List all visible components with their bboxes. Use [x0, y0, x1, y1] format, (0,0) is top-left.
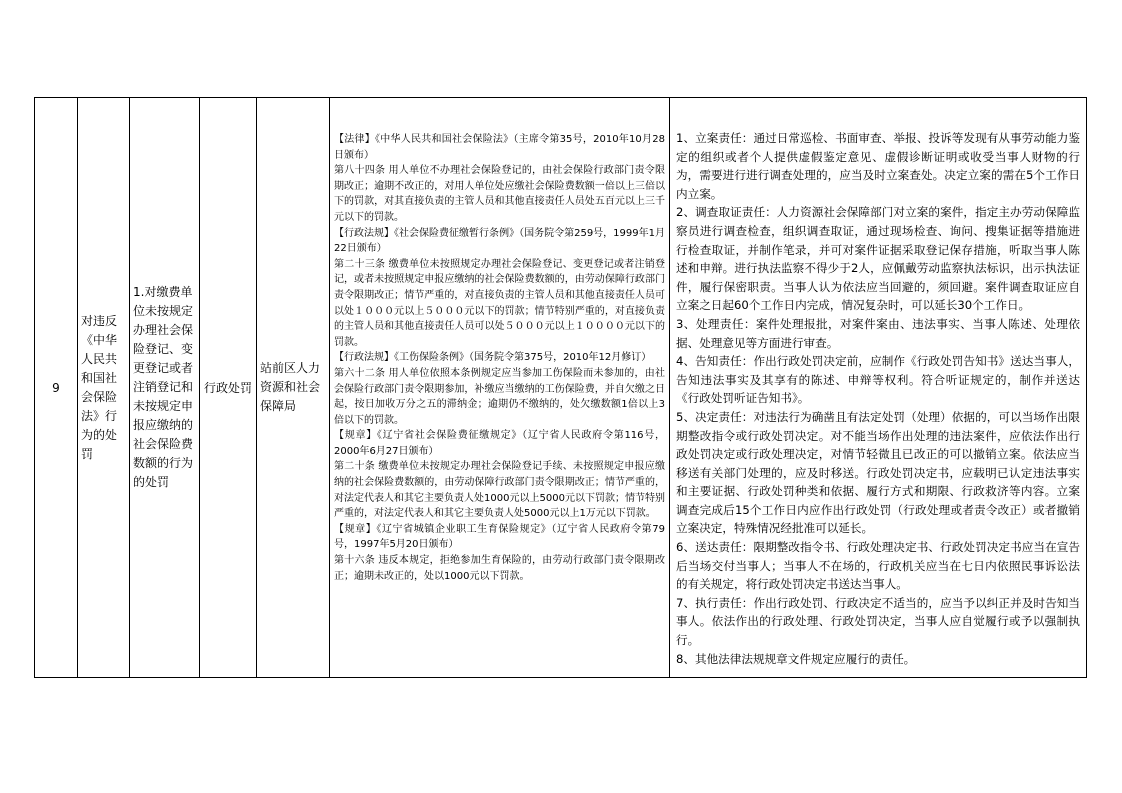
basis-entry: 【法律】《中华人民共和国社会保险法》（主席令第35号，2010年10月28日颁布） [334, 134, 665, 161]
responsibility-item: 3、处理责任：案件处理报批，对案件案由、违法事实、当事人陈述、处理依据、处理意见等方面进行审查。 [676, 316, 1080, 350]
basis-entry: 第二十条 缴费单位未按规定办理社会保险登记手续、未按照规定申报应缴纳的社会保险费数额的，由劳动保障行政部门责令限期改正；情节严重的，对法定代表人和其它主要负责人处1000元以上5000元以下罚款；情节特别严重的，对法定代表人和其它主要负责人处5000元以上1万元以下罚款。 [334, 461, 665, 520]
basis-entry: 第六十二条 用人单位依照本条例规定应当参加工伤保险而未参加的，由社会保险行政部门责令限期参加，补缴应当缴纳的工伤保险费，并自欠缴之日起，按日加收万分之五的滞纳金；逾期仍不缴纳的，处欠缴数额1倍以上3倍以下的罚款。 [334, 367, 665, 426]
basis-entry: 【规章】《辽宁省城镇企业职工生育保险规定》（辽宁省人民政府令第79号，1997年5月20日颁布） [334, 523, 665, 551]
responsibility-item: 7、执行责任：作出行政处罚、行政决定不适当的，应当予以纠正并及时告知当事人。依法作出的行政处理、行政处罚决定，当事人应自觉履行或予以强制执行。 [676, 595, 1080, 648]
responsibility-item: 2、调查取证责任：人力资源社会保障部门对立案的案件，指定主办劳动保障监察员进行调查检查，组织调查取证，通过现场检查、询问、搜集证据等措施进行检查取证，并制作笔录，并可对案件证据采取登记保存措施，听取当事人陈述和申辩。进行执法监察不得少于2人，应佩戴劳动监察执法标识，出示执法证件，履行保密职责。当事人认为依法应当回避的，须回避。案件调查取证应自立案之日起60个工作日内完成，情况复杂时，可以延长30个工作日。 [676, 205, 1080, 313]
basis-entry: 第八十四条 用人单位不办理社会保险登记的，由社会保险行政部门责令限期改正；逾期不改正的，对用人单位处应缴社会保险费数额一倍以上三倍以下的罚款，对其直接负责的主管人员和其他直接责任人员处五百元以上三千元以下的罚款。 [334, 165, 665, 223]
power-type-cell: 行政处罚 [200, 98, 257, 678]
row-number: 9 [35, 98, 78, 678]
basis-entry: 第二十三条 缴费单位未按照规定办理社会保险登记、变更登记或者注销登记，或者未按照规定申报应缴纳的社会保险费数额的，由劳动保障行政部门责令限期改正；情节严重的，对直接负责的主管人员和其他直接责任人员可以处１０００元以上５０００元以下的罚款；情节特别严重的，对直接负责的主管人员和其他直接责任人员可以处５０００元以上１００００元以下的罚款。 [334, 258, 665, 348]
item-name-cell: 对违反《中华人民共和国社会保险法》行为的处罚 [78, 98, 130, 678]
responsibility-item: 5、决定责任：对违法行为确凿且有法定处罚（处理）依据的，可以当场作出限期整改指令或行政处罚决定。对不能当场作出处理的违法案件，应依法作出行政处罚决定或行政处理决定，对情节轻微且已改正的可以撤销立案。依法应当移送有关部门处理的，应及时移送。行政处罚决定书，应载明已认定违法事实和主要证据、行政处罚种类和依据、履行方式和期限、行政救济等内容。立案调查完成后15个工作日内应作出行政处罚（行政处理或者责令改正）或者撤销立案决定，特殊情况经批准可以延长。 [676, 409, 1080, 536]
legal-basis-cell [330, 98, 670, 678]
power-list-table [34, 97, 1087, 678]
responsibility-item: 1、立案责任：通过日常巡检、书面审查、举报、投诉等发现有从事劳动能力鉴定的组织或者个人提供虚假鉴定意见、虚假诊断证明或收受当事人财物的行为，需要进行进行调查处理的，应当及时立案查处。决定立案的需在5个工作日内立案。 [676, 131, 1080, 201]
basis-entry: 【行政法规】《工伤保险条例》（国务院令第375号，2010年12月修订） [334, 352, 652, 364]
sub-item-cell: 1.对缴费单位未按规定办理社会保险登记、变更登记或者注销登记和未按规定申报应缴纳的社会保险费数额的行为的处罚 [130, 98, 200, 678]
table-row [35, 98, 1087, 678]
responsibility-item: 8、其他法律法规规章文件规定应履行的责任。 [676, 651, 916, 666]
basis-entry: 【行政法规】《社会保险费征缴暂行条例》（国务院令第259号，1999年1月22日颁布） [334, 227, 666, 255]
department-cell: 站前区人力资源和社会保障局 [257, 98, 330, 678]
responsibility-item: 6、送达责任：限期整改指令书、行政处理决定书、行政处罚决定书应当在宣告后当场交付当事人；当事人不在场的，行政机关应当在七日内依照民事诉讼法的有关规定，将行政处罚决定书送达当事人。 [676, 540, 1080, 592]
basis-entry: 第十六条 违反本规定，拒绝参加生育保险的，由劳动行政部门责令限期改正；逾期未改正的，处以1000元以下罚款。 [334, 555, 665, 582]
basis-entry: 【规章】《辽宁省社会保险费征缴规定》（辽宁省人民政府令第116号，2000年6月27日颁布） [334, 430, 665, 457]
responsibility-item: 4、告知责任：作出行政处罚决定前，应制作《行政处罚告知书》送达当事人，告知违法事实及其享有的陈述、申辩等权利。符合听证规定的，制作并送达《行政处罚听证告知书》。 [676, 354, 1080, 406]
responsibility-cell [670, 98, 1087, 678]
